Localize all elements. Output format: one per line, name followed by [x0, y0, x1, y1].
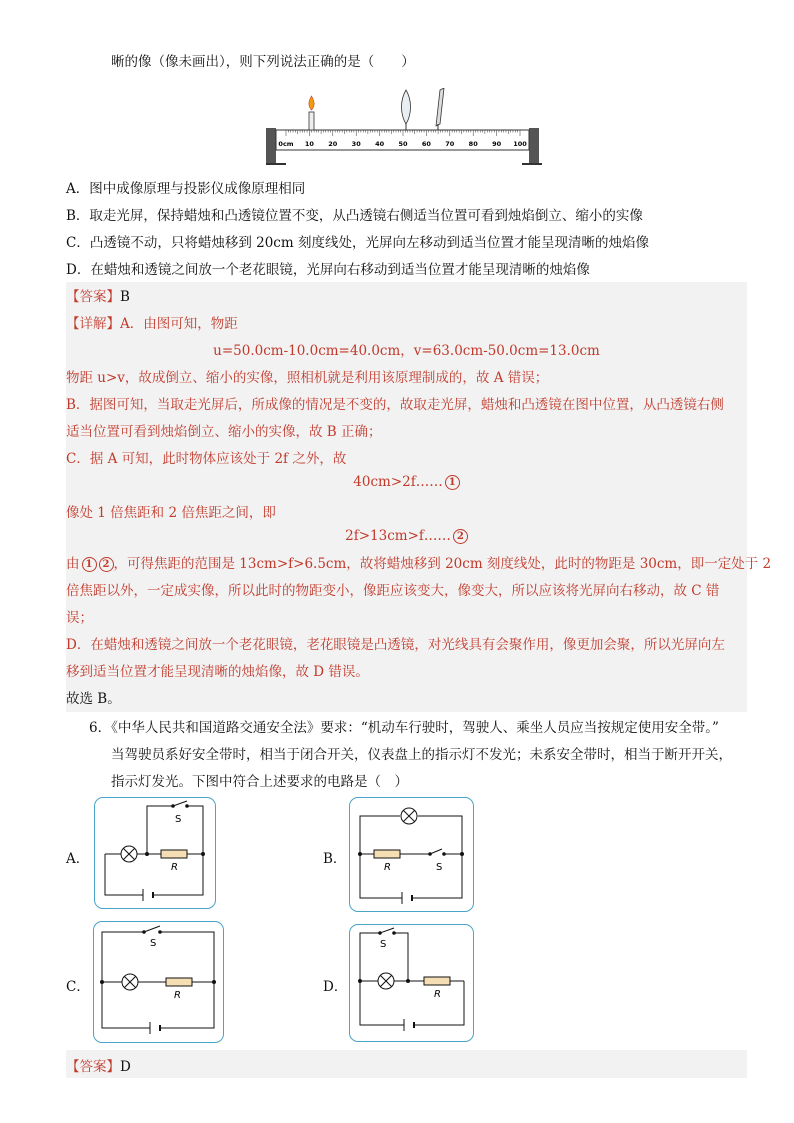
switch-icon: [144, 926, 160, 932]
candle-icon: [309, 96, 314, 130]
option-b: B．取走光屏，保持蜡烛和凸透镜位置不变，从凸透镜右侧适当位置可看到烛焰倒立、缩小的实像: [66, 208, 643, 224]
optical-bench-figure: [262, 88, 552, 166]
detail-line-8: 倍焦距以外，一定成实像，所以此时的物距变小，像距应该变大，像变大，所以应该将光屏向右移动，故 C 错: [66, 583, 720, 599]
answer-value: D: [120, 1059, 131, 1075]
resistor-label: R: [434, 989, 441, 1000]
detail-text: A．由图可知，物距: [120, 316, 238, 332]
question-6-line-3: 指示灯发光。下图中符合上述要求的电路是（ ）: [111, 774, 408, 790]
switch-icon: [173, 801, 187, 806]
detail-line-2: 物距 u>v，故成倒立、缩小的实像，照相机就是利用该原理制成的，故 A 错误；: [66, 370, 549, 386]
answer-block-q6: [66, 1050, 747, 1078]
battery-icon: [150, 1022, 160, 1034]
detail-label: 【详解】: [66, 316, 120, 332]
detail-line-7: [66, 552, 771, 572]
formula-text: 40cm>2f……: [353, 474, 443, 490]
lamp-icon: [378, 973, 394, 989]
resistor-label: R: [384, 862, 391, 873]
switch-label: S: [175, 814, 182, 825]
detail-line-11: 移到适当位置才能呈现清晰的烛焰像，故 D 错误。: [66, 664, 369, 680]
ruler-tick-label: 70: [445, 140, 455, 148]
switch-label: S: [436, 862, 443, 873]
ruler-tick-label: 0cm: [278, 140, 294, 148]
lamp-icon: [122, 974, 138, 990]
circled-number-2: 2: [99, 557, 114, 572]
answer-line-q6: [66, 1055, 131, 1075]
resistor-icon: [374, 850, 400, 858]
option-d: D．在蜡烛和透镜之间放一个老花眼镜，光屏向右移动到适当位置才能呈现清晰的烛焰像: [66, 262, 590, 278]
detail-line-9: 误；: [66, 610, 93, 626]
option-label-d: D．: [323, 979, 348, 995]
circuit-a: [94, 797, 216, 909]
option-label-c: C．: [66, 979, 90, 995]
ruler-tick-label: 80: [468, 140, 478, 148]
battery-icon: [402, 892, 412, 904]
formula-text: 2f>13cm>f……: [345, 528, 451, 544]
answer-label: 【答案】: [66, 289, 120, 305]
answer-value: B: [120, 289, 130, 305]
ruler-tick-label: 90: [492, 140, 502, 148]
detail-line-4: 适当位置可看到烛焰倒立、缩小的实像，故 B 正确；: [66, 424, 382, 440]
battery-icon: [143, 889, 153, 901]
circled-number-1: 1: [445, 475, 460, 490]
ruler-tick-label: 60: [421, 140, 431, 148]
circled-number-2: 2: [453, 529, 468, 544]
ruler-tick-label: 100: [513, 140, 527, 148]
detail-text: ，可得焦距的范围是 13cm>f>6.5cm，故将蜡烛移到 20cm 刻度线处，此时的物距是 30cm，即一定处于 2: [113, 556, 772, 572]
ruler-tick-label: 10: [304, 140, 314, 148]
circled-number-1: 1: [82, 557, 97, 572]
lamp-icon: [121, 846, 137, 862]
resistor-label: R: [171, 862, 178, 873]
question-6-line-2: 当驾驶员系好安全带时，相当于闭合开关，仪表盘上的指示灯不发光；未系安全带时，相当于断开开关，: [111, 747, 732, 763]
option-a: A．图中成像原理与投影仪成像原理相同: [66, 181, 306, 197]
circuit-d: [349, 924, 474, 1042]
ruler-tick-label: 30: [351, 140, 361, 148]
detail-text: 由: [66, 556, 80, 572]
switch-icon: [430, 849, 442, 854]
circuit-c: [93, 921, 224, 1043]
resistor-icon: [166, 978, 192, 986]
switch-icon: [380, 928, 394, 933]
detail-line-3: B．据图可知，当取走光屏后，所成像的情况是不变的，故取走光屏，蜡烛和凸透镜在图中位置，从凸透镜右侧: [66, 397, 724, 413]
resistor-label: R: [174, 990, 181, 1001]
detail-line-5: C．据 A 可知，此时物体应该处于 2f 之外，故: [66, 451, 347, 467]
detail-line-12: 故选 B。: [66, 691, 121, 707]
option-label-b: B．: [323, 851, 347, 867]
detail-line-10: D．在蜡烛和透镜之间放一个老花眼镜，老花眼镜是凸透镜，对光线具有会聚作用，像更加会聚，所以光屏向左: [66, 637, 725, 653]
circuit-b: [349, 797, 474, 912]
switch-label: S: [150, 938, 157, 949]
option-label-a: A．: [66, 851, 90, 867]
lamp-icon: [401, 808, 417, 824]
ruler-tick-label: 50: [398, 140, 408, 148]
convex-lens-icon: [402, 90, 411, 130]
question-5-stem-tail: 晰的像（像未画出），则下列说法正确的是（ ）: [111, 54, 415, 70]
ruler-tick-label: 20: [328, 140, 338, 148]
formula-inequality-2: [66, 528, 747, 544]
question-6-line-1: 6．《中华人民共和国道路交通安全法》要求：“机动车行驶时，驾驶人、乘坐人员应当按规定使用安全带。”: [89, 720, 719, 736]
answer-line-q5: [66, 285, 130, 305]
option-c: C．凸透镜不动，只将蜡烛移到 20cm 刻度线处，光屏向左移动到适当位置才能呈现清晰的烛焰像: [66, 235, 649, 251]
resistor-icon: [161, 850, 187, 858]
resistor-icon: [424, 977, 450, 985]
switch-label: S: [380, 939, 387, 950]
formula-inequality-1: [66, 474, 747, 490]
light-screen-icon: [436, 88, 444, 130]
formula-distances: u=50.0cm-10.0cm=40.0cm，v=63.0cm-50.0cm=13.0cm: [213, 343, 600, 359]
detail-line-1: [66, 312, 238, 332]
answer-label: 【答案】: [66, 1059, 120, 1075]
battery-icon: [404, 1019, 414, 1031]
ruler-tick-label: 40: [375, 140, 385, 148]
detail-line-6: 像处 1 倍焦距和 2 倍焦距之间，即: [66, 505, 276, 521]
